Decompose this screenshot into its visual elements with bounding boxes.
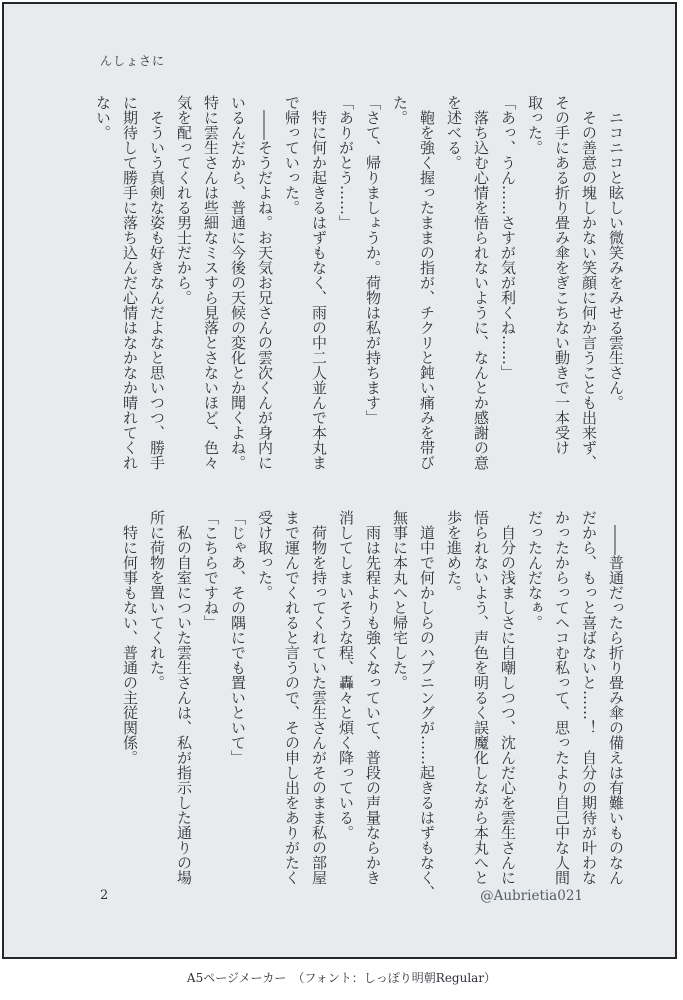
author-handle: @Aubrietia021: [480, 888, 583, 904]
text-line: 所に荷物を置いてくれた。: [148, 510, 166, 690]
text-line: 鞄を強く握ったままの指が、チクリと鈍い痛みを帯び: [418, 95, 436, 470]
page-number: 2: [100, 888, 109, 903]
text-line: だったんだなぁ。: [526, 510, 544, 630]
text-line: 「さて、帰りましょうか。荷物は私が持ちます」: [364, 95, 382, 425]
text-line: いるんだから、普通に今後の天候の変化とか聞くよね。: [229, 95, 247, 470]
text-line: まで運んでくれると言うので、その申し出をありがたく: [283, 510, 301, 885]
text-line: 私の自室についた雲生さんは、私が指示した通りの場: [175, 510, 193, 885]
running-header: んしょさに: [100, 54, 166, 68]
text-line: 「あっ、うん……さすが気が利くね……」: [499, 95, 517, 380]
generator-caption: A5ページメーカー （フォント：しっぽり明朝Regular）: [0, 969, 683, 986]
text-line: 気を配ってくれる男士だから。: [175, 95, 193, 305]
text-line: を述べる。: [445, 95, 463, 170]
text-line: 消してしまいそうな程、轟々と煩く降っている。: [337, 510, 355, 840]
text-line: 特に雲生さんは些細なミスすら見落とさないほど、色々: [202, 95, 220, 470]
text-line: 落ち込む心情を悟られないように、なんとか感謝の意: [472, 95, 490, 470]
text-line: 特に何か起きるはずもなく、雨の中二人並んで本丸ま: [310, 95, 328, 470]
text-line: 悟られないよう、声色を明るく誤魔化しながら本丸へと: [472, 510, 490, 885]
text-line: 歩を進めた。: [445, 510, 463, 600]
text-line: そういう真剣な姿も好きなんだよなと思いつつ、勝手: [148, 95, 166, 470]
text-line: 雨は先程よりも強くなっていて、普段の声量ならかき: [364, 510, 382, 885]
text-line: 特に何事もない、普通の主従関係。: [121, 510, 139, 765]
text-line: た。: [391, 95, 409, 125]
text-line: 「じゃあ、その隅にでも置いといて」: [229, 510, 247, 765]
novel-page-sheet: [2, 2, 677, 959]
text-line: で帰っていった。: [283, 95, 301, 215]
text-line: その善意の塊しかない笑顔に何か言うことも出来ず、: [580, 95, 598, 470]
text-line: だから、もっと喜ばないと……！ 自分の期待が叶わな: [580, 510, 598, 885]
text-line: に期待して勝手に落ち込んだ心情はなかなか晴れてくれ: [121, 95, 139, 470]
text-line: ――そうだよね。お天気お兄さんの雲次くんが身内に: [256, 95, 274, 470]
text-line: 道中で何かしらのハプニングが……起きるはずもなく、: [418, 510, 436, 900]
text-line: 「こちらですね」: [202, 510, 220, 630]
text-line: かったからってヘコむ私って、思ったより自己中な人間: [553, 510, 571, 885]
text-line: ニコニコと眩しい微笑みをみせる雲生さん。: [607, 95, 625, 410]
text-line: 自分の浅ましさに自嘲しつつ、沈んだ心を雲生さんに: [499, 510, 517, 885]
text-line: その手にある折り畳み傘をぎこちない動きで一本受け: [553, 95, 571, 455]
text-line: 取った。: [526, 95, 544, 155]
text-line: ――普通だったら折り畳み傘の備えは有難いものなん: [607, 510, 625, 885]
text-line: 荷物を持ってくれていた雲生さんがそのまま私の部屋: [310, 510, 328, 885]
vertical-text-block-top: [89, 95, 629, 470]
text-line: 受け取った。: [256, 510, 274, 600]
text-line: ない。: [94, 95, 112, 140]
text-line: 無事に本丸へと帰宅した。: [391, 510, 409, 690]
text-line: 「ありがとう……」: [337, 95, 355, 230]
